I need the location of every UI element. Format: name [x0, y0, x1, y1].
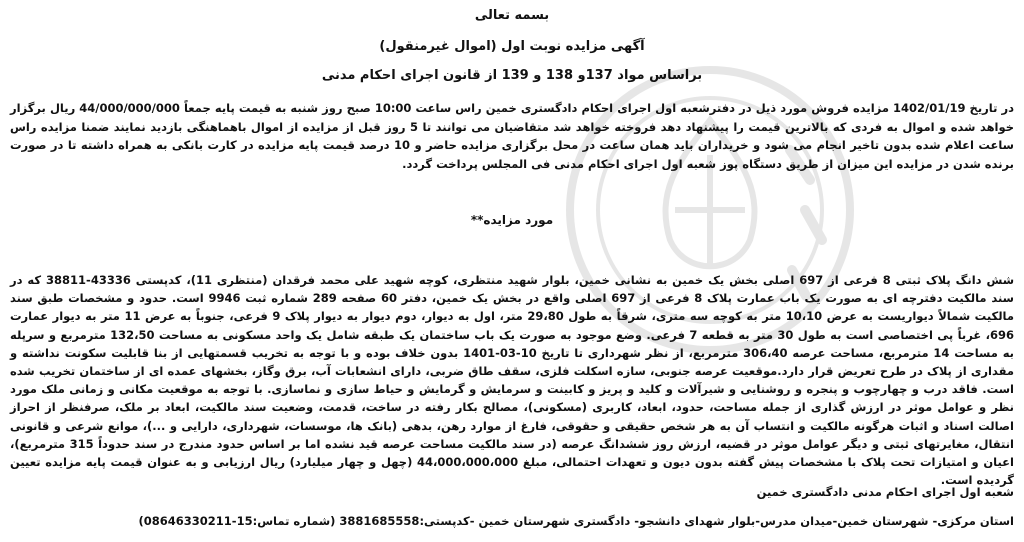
basmala-heading: بسمه تعالی [474, 8, 550, 23]
legal-basis-subtitle: براساس مواد 137و 138 و 139 از قانون اجرای احکام مدنی [321, 68, 703, 83]
contact-address: استان مرکزی- شهرستان خمین-میدان مدرس-بلوار شهدای دانشجو- دادگستری شهرستان خمین -کدپستی:3881685558 (شماره تماس:15-08646330211) [138, 514, 1014, 528]
property-details-paragraph: شش دانگ پلاک ثبتی 8 فرعی از 697 اصلی بخش یک خمین به نشانی خمین، بلوار شهید منتظری، کوچه شهید علی محمد فرقدان (منتظری 11)، کدپستی 43336-38811 که در سند مالکیت دفترچه ای به صورت یک باب عمارت پلاک 8 فرعی از 697 اصلی واقع در بخش یک خمین، دفتر 60 صفحه 289 شماره ثبت 9946 است. حدود و مشخصات طبق سند مالکیت شمالاً دیواریست به عرض 10،10 متر به کوچه سه متری، شرقاً به طول 29،80 متر، اول به دیوار، دوم دیوار به دیوار پلاک 9 فرعی، جنوباً به عرض 11 متر به دیوار عمارت 696، غرباً پی اختصاصی است به طول 30 متر به قطعه 7 فرعی. وضع موجود به صورت یک باب ساختمان یک طبقه شامل یک واحد مسکونی به مساحت 132،50 مترمربع و سرپله به مساحت 14 مترمربع، مساحت عرصه 306،40 مترمربع، از نظر شهرداری تا تاریخ 10-03-1401 بدون خلاف بوده و با توجه به تخریب قسمتهایی از بنا قابلیت سکونت نداشته و مقداری از پلاک در طرح تعریض قرار دارد.موقعیت عرصه جنوبی، سازه اسکلت فلزی، سقف طاق ضربی، دارای انشعابات آب، برق وگاز، بخشهای عمده ای از ساختمان تخریب شده است. فاقد درب و چهارچوب و پنجره و روشنایی و شیرآلات و کلید و پریز و کابینت و سرمایش و گرمایش و حیاط سازی و نماسازی. با توجه به موقعیت مکانی و زمانی ملک مورد نظر و عوامل موثر در ارزش گذاری از جمله مساحت، حدود، ابعاد، کاربری (مسکونی)، مصالح بکار رفته در ساخت، قدمت، وضعیت سند مالکیت، ابعاد بر ملک، صرفنظر از احراز اصالت اسناد و اثبات هرگونه مالکیت و انتساب آن به هر شخص حقیقی و حقوقی، فارغ از موارد رهن، بدهی (بانک ها، موسسات، شهرداری، دارایی و ...)، موانع شرعی و قانونی انتقال، مغایرتهای ثبتی و دیگر عوامل موثر در قضیه، ارزش روز ششدانگ عرصه (در سند مالکیت مساحت عرصه قید نشده اما بر اساس حدود مندرج در سند حدوداً 315 مترمربع)، اعیان و امتیازات تحت پلاک با مشخصات پیش گفته بدون دیون و تعهدات احتمالی، مبلغ 44،000،000،000 (چهل و چهار میلیارد) ریال ارزیابی و به عنوان قیمت پایه مزایده تعیین گردیده است. [10, 273, 1015, 488]
issuer-signature: شعبه اول اجرای احکام مدنی دادگستری خمین [756, 485, 1014, 499]
auction-item-section-title: مورد مزایده** [470, 213, 554, 227]
intro-paragraph: در تاریخ 1402/01/19 مزایده فروش مورد ذیل در دفترشعبه اول اجرای احکام دادگستری خمین راس ساعت 10:00 صبح روز شنبه به قیمت پایه جمعاً 44/000/000/000 ریال برگزار خواهد شده و اموال به فردی که بالاترین قیمت را پیشنهاد دهد فروخته خواهد شد متقاضیان می توانند تا 5 روز قبل از مزایده از اموال باهماهنگی بازدید نمایند ضمنا مزایده راس ساعت اعلام شده بدون تاخیر انجام می شود و خریداران باید همان ساعت در محل برگزاری مزایده حاضر و 10 درصد قیمت پایه مزایده در کارت بانکی به همراه داشته تا در صورت برنده شدن در مزایده این میزان از طریق دستگاه پوز شعبه اول اجرای احکام مدنی فی المجلس پرداخت گردد. [10, 101, 1014, 171]
notice-title: آگهی مزایده نوبت اول (اموال غیرمنقول) [379, 39, 645, 54]
